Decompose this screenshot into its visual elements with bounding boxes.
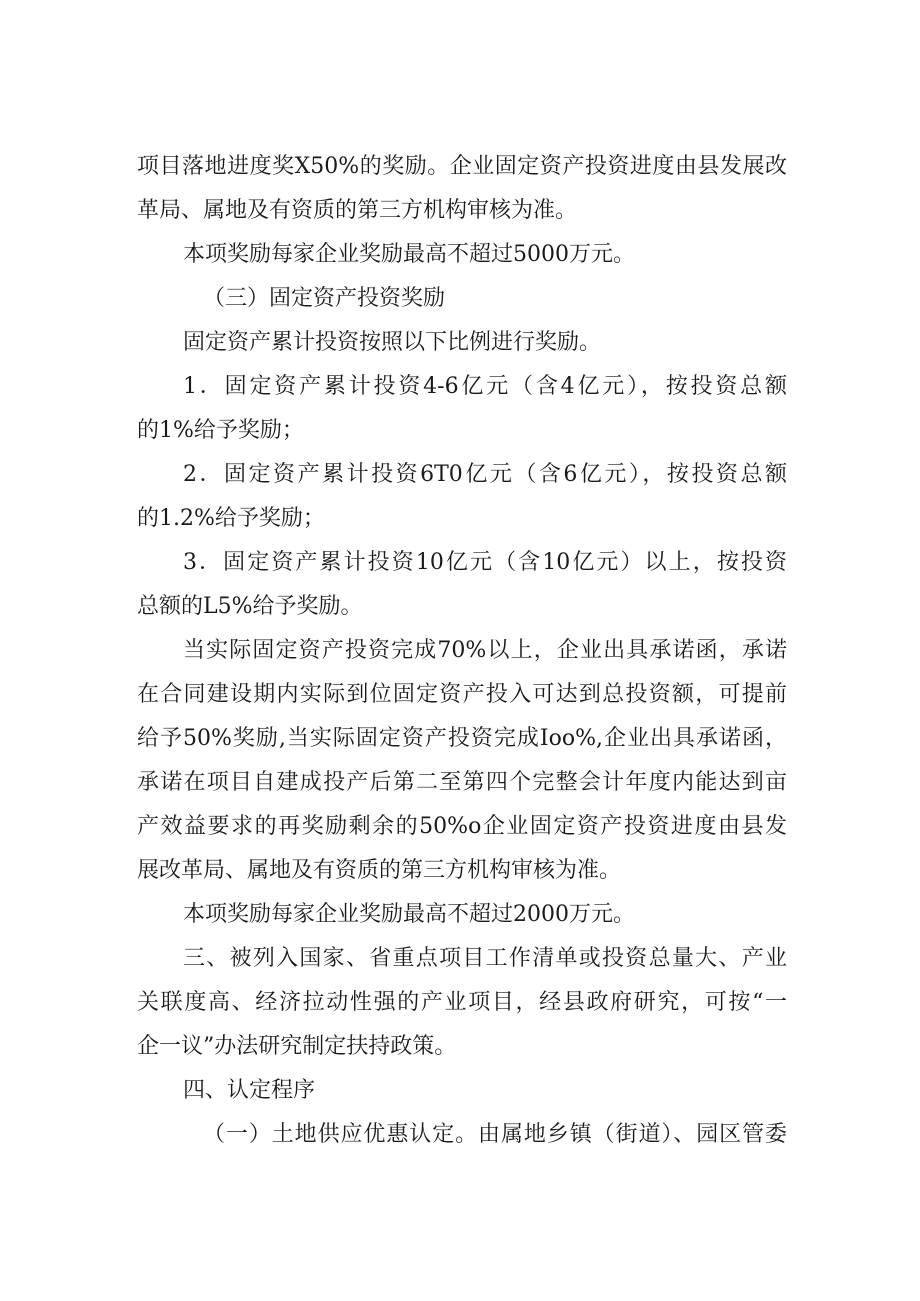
paragraph-line: 本项奖励每家企业奖励最高不超过5000万元。 — [183, 242, 635, 267]
list-item-line: 的1.2%给予奖励； — [137, 506, 325, 531]
paragraph-line: 当实际固定资产投资完成70%以上，企业出具承诺函，承诺 — [183, 638, 787, 663]
paragraph-line: 革局、属地及有资质的第三方机构审核为准。 — [137, 198, 578, 223]
paragraph-line: （一）土地供应优惠认定。由属地乡镇（街道）、园区管委 — [203, 1122, 787, 1147]
section-heading: 四、认定程序 — [183, 1078, 316, 1103]
paragraph-line: 展改革局、属地及有资质的第三方机构审核为准。 — [137, 858, 622, 883]
paragraph-line: 在合同建设期内实际到位固定资产投入可达到总投资额，可提前 — [137, 682, 787, 707]
paragraph-line: 固定资产累计投资按照以下比例进行奖励。 — [183, 330, 602, 355]
paragraph-line: 本项奖励每家企业奖励最高不超过2000万元。 — [183, 902, 635, 927]
list-item-line: 1．固定资产累计投资4-6亿元（含4亿元），按投资总额 — [183, 374, 787, 399]
list-item-line: 总额的L5%给予奖励。 — [137, 594, 363, 619]
paragraph-line: 关联度高、经济拉动性强的产业项目，经县政府研究，可按“一 — [137, 990, 787, 1015]
paragraph-line: 项目落地进度奖X50%的奖励。企业固定资产投资进度由县发展改 — [137, 154, 787, 179]
list-item-line: 的1%给予奖励； — [137, 418, 304, 443]
paragraph-line: 企一议”办法研究制定扶持政策。 — [137, 1034, 457, 1059]
paragraph-line: 承诺在项目自建成投产后第二至第四个完整会计年度内能达到亩 — [137, 770, 787, 795]
section-heading: （三）固定资产投资奖励 — [203, 286, 446, 311]
paragraph-line: 三、被列入国家、省重点项目工作清单或投资总量大、产业 — [183, 946, 787, 971]
paragraph-line: 产效益要求的再奖励剩余的50%o企业固定资产投资进度由县发 — [137, 814, 787, 839]
list-item-line: 3．固定资产累计投资10亿元（含10亿元）以上，按投资 — [183, 550, 787, 575]
paragraph-line: 给予50%奖励,当实际固定资产投资完成Ioo%,企业出具承诺函， — [137, 726, 787, 751]
list-item-line: 2．固定资产累计投资6T0亿元（含6亿元），按投资总额 — [183, 462, 787, 487]
